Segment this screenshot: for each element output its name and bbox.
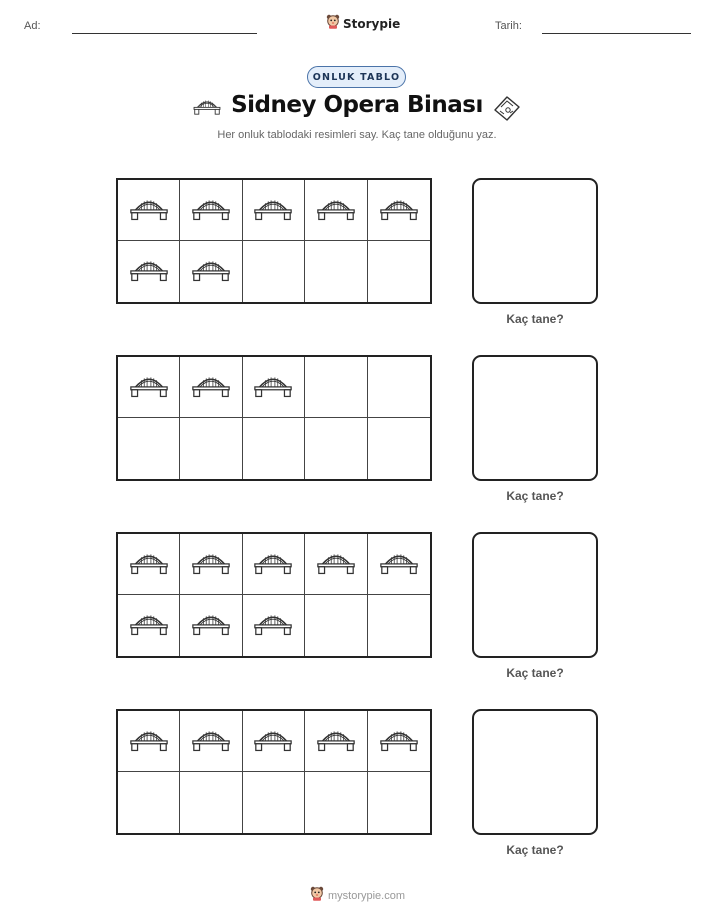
ten-frame-cell bbox=[305, 180, 367, 241]
answer-label: Kaç tane? bbox=[506, 843, 564, 857]
harbour-bridge-icon bbox=[252, 371, 294, 404]
harbour-bridge-icon bbox=[378, 548, 420, 581]
brand-logo bbox=[326, 14, 400, 34]
harbour-bridge-icon bbox=[128, 255, 170, 288]
ten-frame-cell bbox=[243, 772, 305, 833]
harbour-bridge-icon bbox=[190, 255, 232, 288]
harbour-bridge-icon bbox=[128, 609, 170, 642]
answer-label: Kaç tane? bbox=[506, 312, 564, 326]
ten-frame bbox=[116, 709, 432, 835]
harbour-bridge-icon bbox=[252, 609, 294, 642]
ten-frame-cell bbox=[180, 180, 242, 241]
ten-frame-cell bbox=[118, 357, 180, 418]
ten-frame-cell bbox=[180, 595, 242, 656]
ten-frame-cell bbox=[118, 534, 180, 595]
harbour-bridge-icon bbox=[315, 725, 357, 758]
ten-frame-cell bbox=[368, 772, 430, 833]
ten-frame-cell bbox=[368, 241, 430, 302]
answer-box[interactable] bbox=[472, 709, 598, 835]
answer-label: Kaç tane? bbox=[506, 666, 564, 680]
harbour-bridge-icon bbox=[190, 548, 232, 581]
ten-frame-cell bbox=[368, 357, 430, 418]
answer-box[interactable] bbox=[472, 355, 598, 481]
ten-frame-cell bbox=[180, 241, 242, 302]
harbour-bridge-icon bbox=[315, 194, 357, 227]
name-line[interactable] bbox=[72, 33, 257, 34]
ten-frame-cell bbox=[243, 418, 305, 479]
ten-frame-cell bbox=[305, 534, 367, 595]
harbour-bridge-icon bbox=[252, 548, 294, 581]
bear-mascot-icon bbox=[310, 886, 324, 906]
harbour-bridge-icon bbox=[190, 725, 232, 758]
ten-frame-cell bbox=[305, 241, 367, 302]
ten-frame-cell bbox=[243, 357, 305, 418]
ten-frame-cell bbox=[243, 180, 305, 241]
footer-url: mystorypie.com bbox=[328, 890, 406, 902]
name-label: Ad: bbox=[24, 20, 41, 32]
harbour-bridge-icon bbox=[128, 194, 170, 227]
date-label: Tarih: bbox=[495, 20, 522, 32]
map-icon bbox=[492, 94, 522, 127]
ten-frame-cell bbox=[305, 711, 367, 772]
ten-frame-cell bbox=[118, 711, 180, 772]
harbour-bridge-icon bbox=[252, 194, 294, 227]
ten-frame-cell bbox=[180, 711, 242, 772]
ten-frame-cell bbox=[368, 595, 430, 656]
ten-frame-cell bbox=[118, 595, 180, 656]
ten-frame-cell bbox=[180, 418, 242, 479]
page-title: Sidney Opera Binası bbox=[231, 92, 483, 118]
harbour-bridge-icon bbox=[378, 725, 420, 758]
answer-box[interactable] bbox=[472, 532, 598, 658]
brand-name: Storypie bbox=[343, 17, 401, 31]
harbour-bridge-icon bbox=[190, 609, 232, 642]
ten-frame-cell bbox=[180, 534, 242, 595]
ten-frame-cell bbox=[180, 772, 242, 833]
ten-frame-cell bbox=[305, 772, 367, 833]
ten-frame bbox=[116, 532, 432, 658]
ten-frame-cell bbox=[305, 595, 367, 656]
ten-frame-cell bbox=[243, 595, 305, 656]
harbour-bridge-icon bbox=[378, 194, 420, 227]
ten-frame-cell bbox=[118, 180, 180, 241]
ten-frame-cell bbox=[368, 418, 430, 479]
ten-frame-cell bbox=[118, 772, 180, 833]
answer-label: Kaç tane? bbox=[506, 489, 564, 503]
ten-frame bbox=[116, 355, 432, 481]
harbour-bridge-icon bbox=[190, 371, 232, 404]
ten-frame-cell bbox=[243, 711, 305, 772]
instructions: Her onluk tablodaki resimleri say. Kaç tane olduğunu yaz. bbox=[217, 129, 497, 141]
ten-frame-cell bbox=[368, 711, 430, 772]
worksheet-type-badge: ONLUK TABLO bbox=[307, 66, 406, 88]
harbour-bridge-icon bbox=[128, 371, 170, 404]
ten-frame-cell bbox=[180, 357, 242, 418]
ten-frame-cell bbox=[118, 241, 180, 302]
ten-frame-cell bbox=[368, 180, 430, 241]
harbour-bridge-icon bbox=[190, 194, 232, 227]
ten-frame-cell bbox=[243, 534, 305, 595]
ten-frame-cell bbox=[243, 241, 305, 302]
answer-box[interactable] bbox=[472, 178, 598, 304]
harbour-bridge-icon bbox=[128, 725, 170, 758]
bear-mascot-icon bbox=[326, 14, 340, 34]
harbour-bridge-icon bbox=[315, 548, 357, 581]
harbour-bridge-icon bbox=[128, 548, 170, 581]
ten-frame bbox=[116, 178, 432, 304]
footer bbox=[310, 886, 405, 906]
harbour-bridge-icon bbox=[252, 725, 294, 758]
ten-frame-cell bbox=[305, 357, 367, 418]
ten-frame-cell bbox=[118, 418, 180, 479]
ten-frame-cell bbox=[305, 418, 367, 479]
date-line[interactable] bbox=[542, 33, 691, 34]
ten-frame-cell bbox=[368, 534, 430, 595]
